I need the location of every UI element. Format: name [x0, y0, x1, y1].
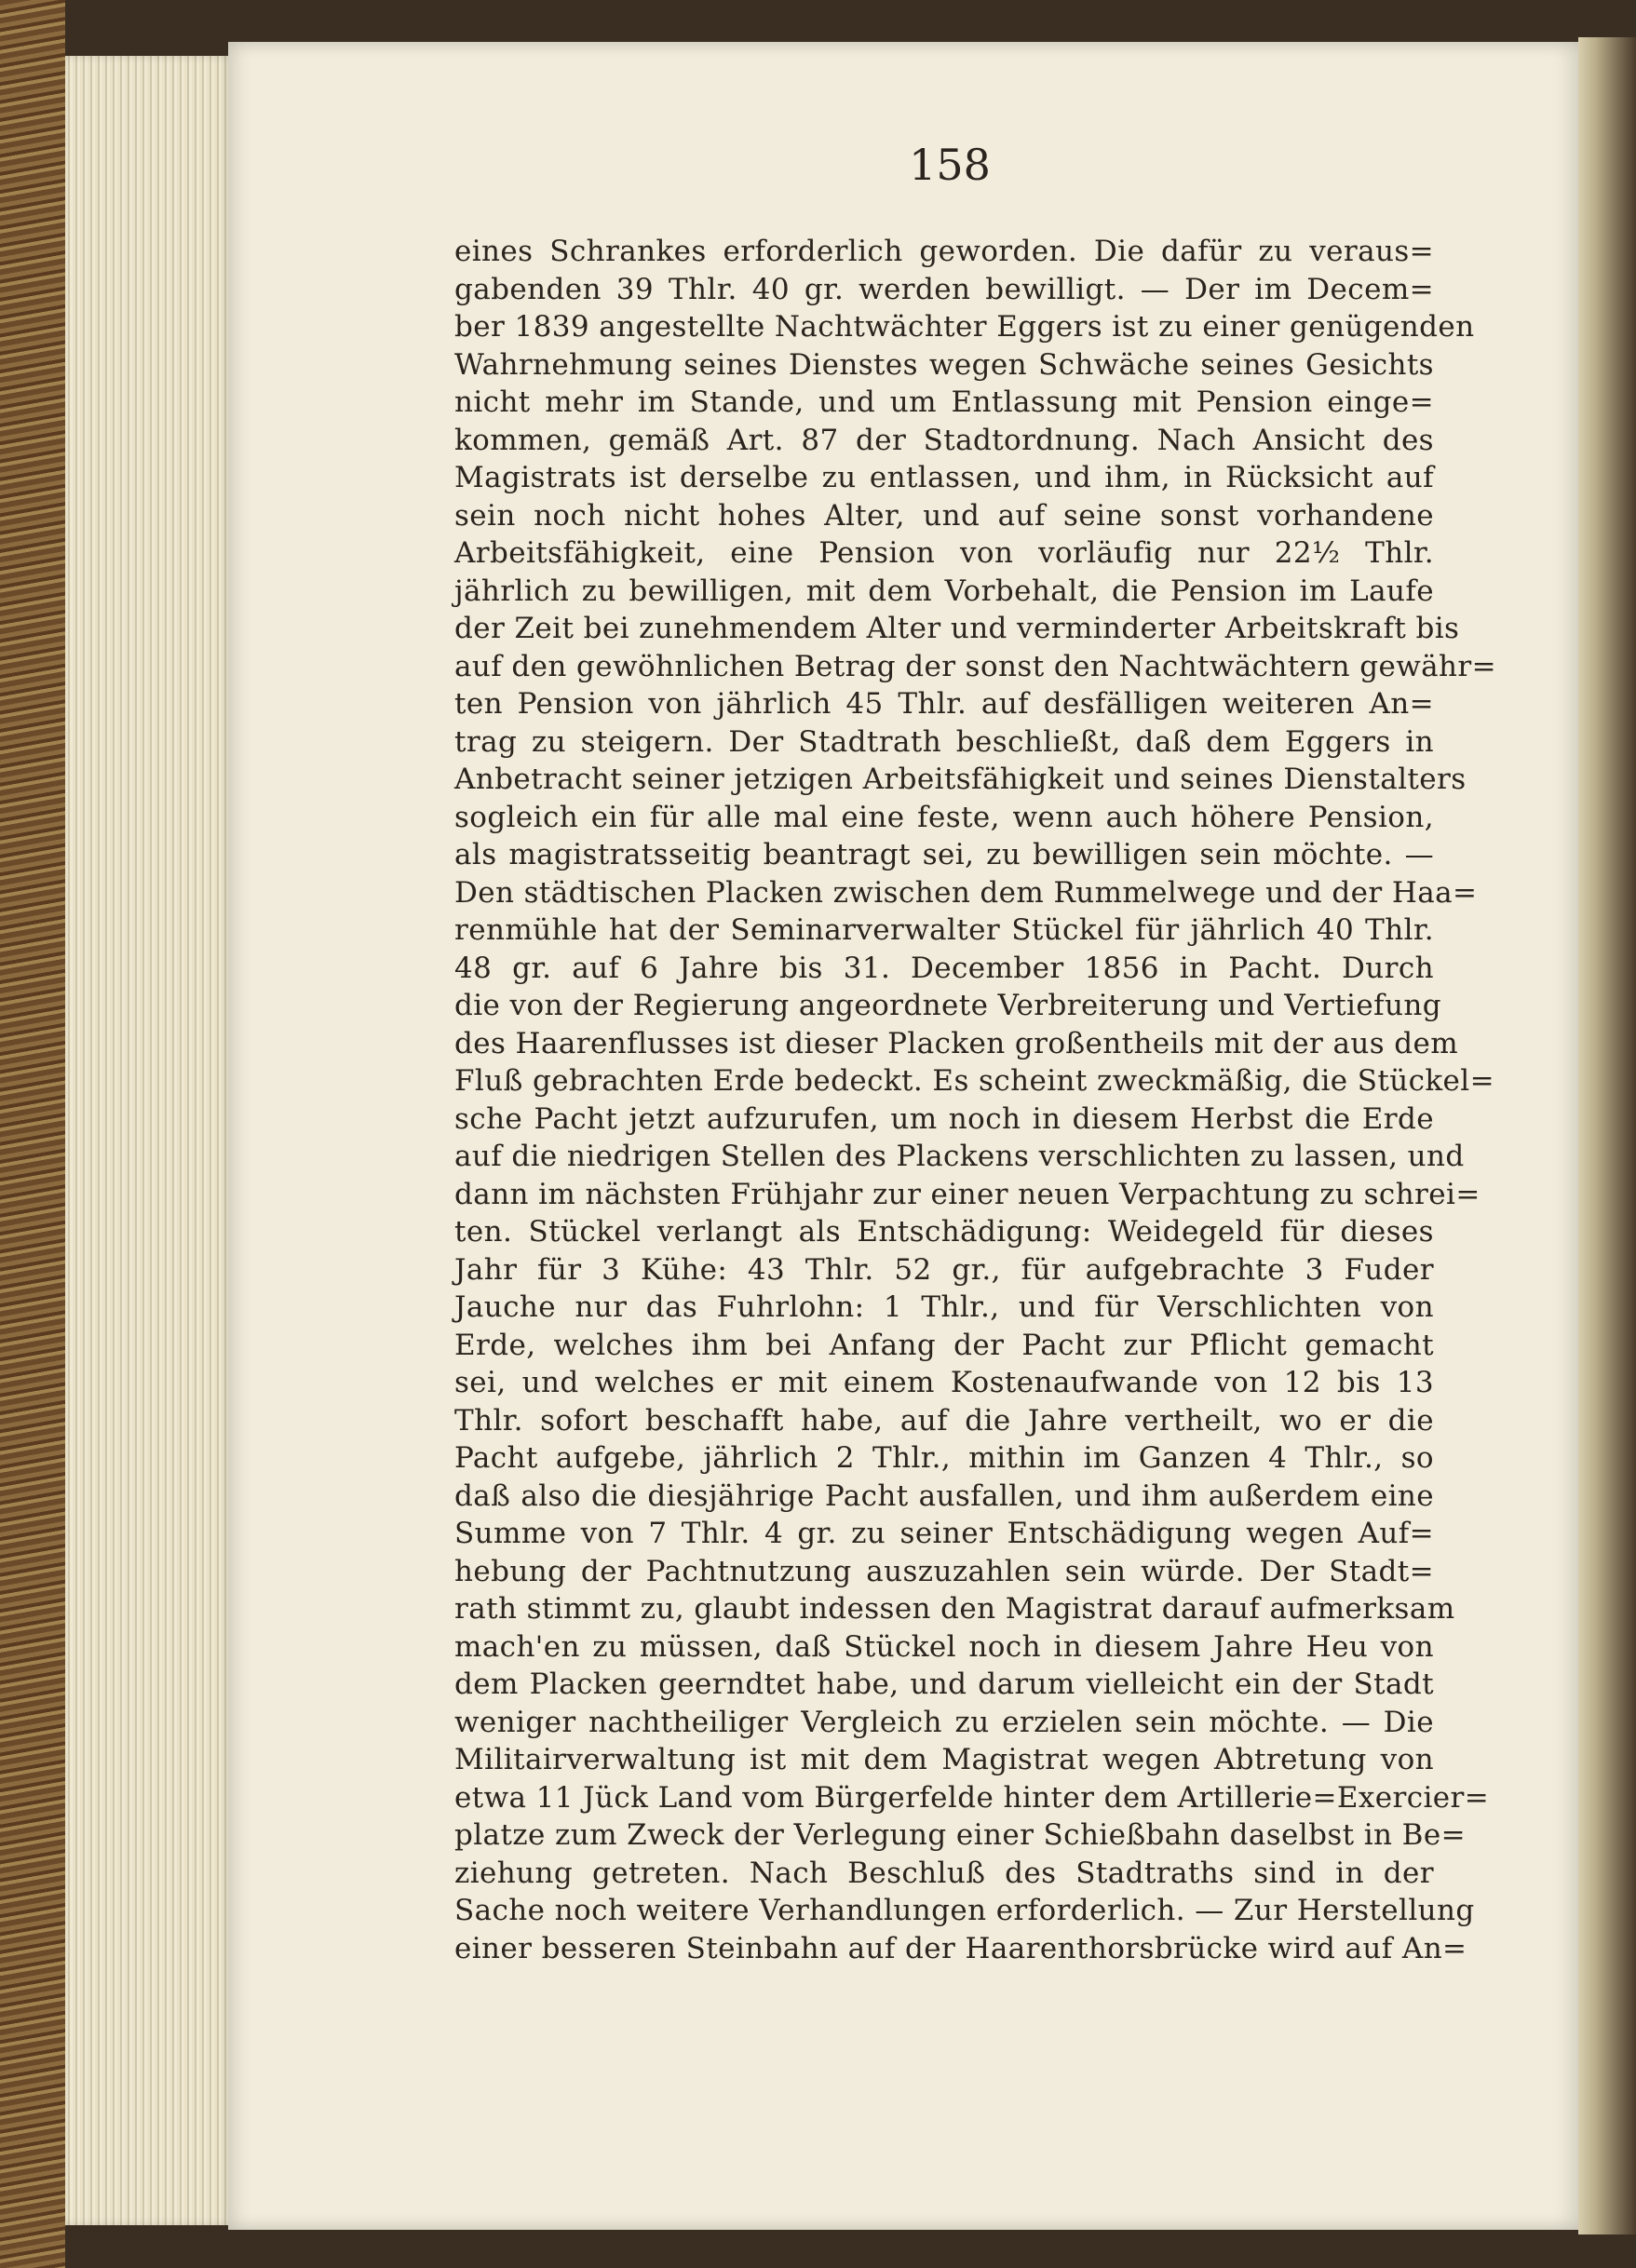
- text-line: Wahrnehmung seines Dienstes wegen Schwäche seines Gesichts: [454, 347, 1434, 382]
- text-line: nicht mehr im Stande, und um Entlassung mit Pension einge=: [454, 385, 1434, 419]
- page-block-edges: [65, 56, 233, 2225]
- page-number: 158: [909, 140, 991, 190]
- text-line: platze zum Zweck der Verlegung einer Schießbahn daselbst in Be=: [454, 1818, 1466, 1852]
- text-line: Pacht aufgebe, jährlich 2 Thlr., mithin im Ganzen 4 Thlr., so: [454, 1441, 1434, 1475]
- text-line: hebung der Pachtnutzung auszuzahlen sein würde. Der Stadt=: [454, 1554, 1434, 1588]
- text-line: mach'en zu müssen, daß Stückel noch in diesem Jahre Heu von: [454, 1629, 1434, 1664]
- text-line: auf die niedrigen Stellen des Plackens verschlichten zu lassen, und: [454, 1140, 1465, 1173]
- text-line: des Haarenflusses ist dieser Placken großentheils mit der aus dem: [454, 1026, 1459, 1060]
- text-line: die von der Regierung angeordnete Verbreiterung und Vertiefung: [454, 989, 1441, 1022]
- text-line: Erde, welches ihm bei Anfang der Pacht zur Pflicht gemacht: [454, 1328, 1434, 1362]
- text-line: daß also die diesjährige Pacht ausfallen, und ihm außerdem eine: [454, 1478, 1434, 1513]
- text-line: Den städtischen Placken zwischen dem Rummelwege und der Haa=: [454, 875, 1478, 910]
- text-line: auf den gewöhnlichen Betrag der sonst den Nachtwächtern gewähr=: [454, 649, 1496, 683]
- text-line: dann im nächsten Frühjahr zur einer neuen Verpachtung zu schrei=: [454, 1177, 1481, 1211]
- next-page-edge: [1578, 37, 1636, 2234]
- text-line: Thlr. sofort beschafft habe, auf die Jahre vertheilt, wo er die: [454, 1403, 1434, 1438]
- text-block: [454, 233, 1496, 1967]
- text-line: trag zu steigern. Der Stadtrath beschließt, daß dem Eggers in: [454, 724, 1434, 759]
- text-line: sogleich ein für alle mal eine feste, wenn auch höhere Pension,: [454, 800, 1434, 834]
- text-line: sei, und welches er mit einem Kostenaufwande von 12 bis 13: [454, 1366, 1434, 1399]
- text-line: gabenden 39 Thlr. 40 gr. werden bewilligt. — Der im Decem=: [454, 272, 1434, 306]
- text-line: Fluß gebrachten Erde bedeckt. Es scheint zweckmäßig, die Stückel=: [454, 1064, 1494, 1098]
- text-line: Magistrats ist derselbe zu entlassen, und ihm, in Rücksicht auf: [454, 461, 1434, 494]
- text-line: kommen, gemäß Art. 87 der Stadtordnung. Nach Ansicht des: [454, 423, 1434, 457]
- text-line: der Zeit bei zunehmendem Alter und verminderter Arbeitskraft bis: [454, 612, 1460, 645]
- text-line: ber 1839 angestellte Nachtwächter Eggers ist zu einer genügenden: [454, 310, 1475, 344]
- text-line: ziehung getreten. Nach Beschluß des Stadtraths sind in der: [454, 1856, 1434, 1890]
- text-line: 48 gr. auf 6 Jahre bis 31. December 1856 in Pacht. Durch: [454, 951, 1434, 985]
- text-line: Jauche nur das Fuhrlohn: 1 Thlr., und für Verschlichten von: [454, 1290, 1434, 1324]
- text-line: als magistratsseitig beantragt sei, zu bewilligen sein möchte. —: [454, 838, 1434, 871]
- text-line: dem Placken geerndtet habe, und darum vielleicht ein der Stadt: [454, 1667, 1434, 1701]
- text-line: Arbeitsfähigkeit, eine Pension von vorläufig nur 22½ Thlr.: [454, 536, 1434, 570]
- text-line: sein noch nicht hohes Alter, und auf seine sonst vorhandene: [454, 498, 1434, 533]
- book-cover-edge: [0, 0, 65, 2268]
- text-line: eines Schrankes erforderlich geworden. Die dafür zu veraus=: [454, 235, 1434, 268]
- text-line: ten Pension von jährlich 45 Thlr. auf desfälligen weiteren An=: [454, 687, 1434, 721]
- text-line: Summe von 7 Thlr. 4 gr. zu seiner Entschädigung wegen Auf=: [454, 1517, 1434, 1550]
- text-line: weniger nachtheiliger Vergleich zu erzielen sein möchte. — Die: [454, 1705, 1434, 1739]
- text-line: sche Pacht jetzt aufzurufen, um noch in diesem Herbst die Erde: [454, 1101, 1434, 1136]
- text-line: ten. Stückel verlangt als Entschädigung: Weidegeld für dieses: [454, 1215, 1434, 1249]
- text-line: Sache noch weitere Verhandlungen erforderlich. — Zur Herstellung: [454, 1894, 1475, 1927]
- text-line: Anbetracht seiner jetzigen Arbeitsfähigkeit und seines Dienstalters: [454, 763, 1467, 796]
- text-line: rath stimmt zu, glaubt indessen den Magistrat darauf aufmerksam: [454, 1592, 1455, 1626]
- text-line: Jahr für 3 Kühe: 43 Thlr. 52 gr., für aufgebrachte 3 Fuder: [454, 1252, 1434, 1287]
- text-line: renmühle hat der Seminarverwalter Stückel für jährlich 40 Thlr.: [454, 913, 1434, 947]
- text-line: jährlich zu bewilligen, mit dem Vorbehalt, die Pension im Laufe: [454, 574, 1434, 608]
- text-line: etwa 11 Jück Land vom Bürgerfelde hinter dem Artillerie=Exercier=: [454, 1780, 1490, 1815]
- text-line: einer besseren Steinbahn auf der Haarenthorsbrücke wird auf An=: [454, 1931, 1467, 1965]
- text-line: Militairverwaltung ist mit dem Magistrat wegen Abtretung von: [454, 1743, 1434, 1776]
